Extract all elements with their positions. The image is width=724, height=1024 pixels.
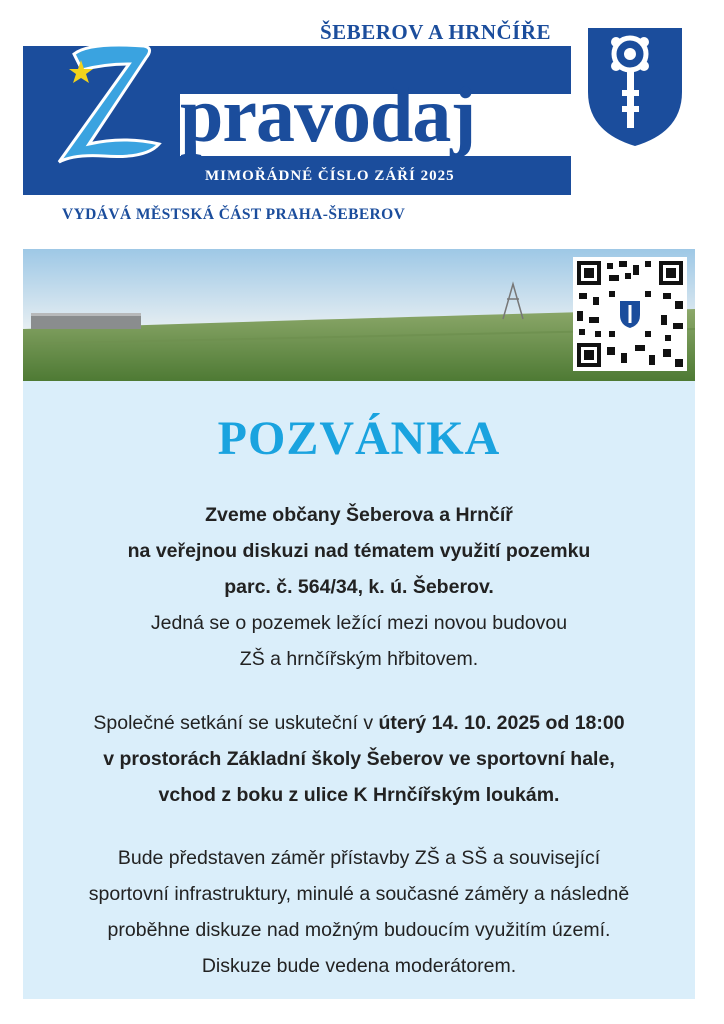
program-line: Diskuze bude vedena moderátorem.: [201, 955, 517, 977]
intro-line: na veřejnou diskuzi nad tématem využití pozemku: [127, 540, 591, 562]
meeting-prefix: Společné setkání se uskuteční v: [93, 712, 379, 734]
newsletter-title: pravodaj: [180, 71, 476, 158]
intro-line: parc. č. 564/34, k. ú. Šeberov.: [224, 576, 494, 598]
invitation-box: [23, 381, 695, 999]
qr-code: [573, 257, 687, 371]
location-line: ZŠ a hrnčířským hřbitovem.: [239, 648, 479, 670]
publisher-line: VYDÁVÁ MĚSTSKÁ ČÁST PRAHA-ŠEBEROV: [62, 206, 406, 223]
meeting-date: úterý 14. 10. 2025 od 18:00: [378, 712, 625, 734]
meeting-line: v prostorách Základní školy Šeberov ve sportovní hale,: [103, 748, 615, 770]
town-name: ŠEBEROV A HRNČÍŘE: [320, 20, 552, 44]
invitation-title: POZVÁNKA: [217, 412, 501, 465]
program-line: sportovní infrastruktury, minulé a současné záměry a následně: [88, 883, 630, 905]
meeting-line: [23, 705, 695, 741]
intro-line: Zveme občany Šeberova a Hrnčíř: [205, 504, 513, 526]
coat-of-arms-icon: [580, 20, 690, 150]
z-letter-logo: [34, 24, 184, 174]
issue-line: MIMOŘÁDNÉ ČÍSLO ZÁŘÍ 2025: [205, 168, 455, 184]
location-line: Jedná se o pozemek ležící mezi novou budovou: [150, 612, 568, 634]
program-line: Bude představen záměr přístavby ZŠ a SŠ a související: [117, 847, 601, 869]
meeting-line: vchod z boku z ulice K Hrnčířským loukám.: [158, 784, 560, 806]
program-line: proběhne diskuze nad možným budoucím využitím území.: [107, 919, 611, 941]
